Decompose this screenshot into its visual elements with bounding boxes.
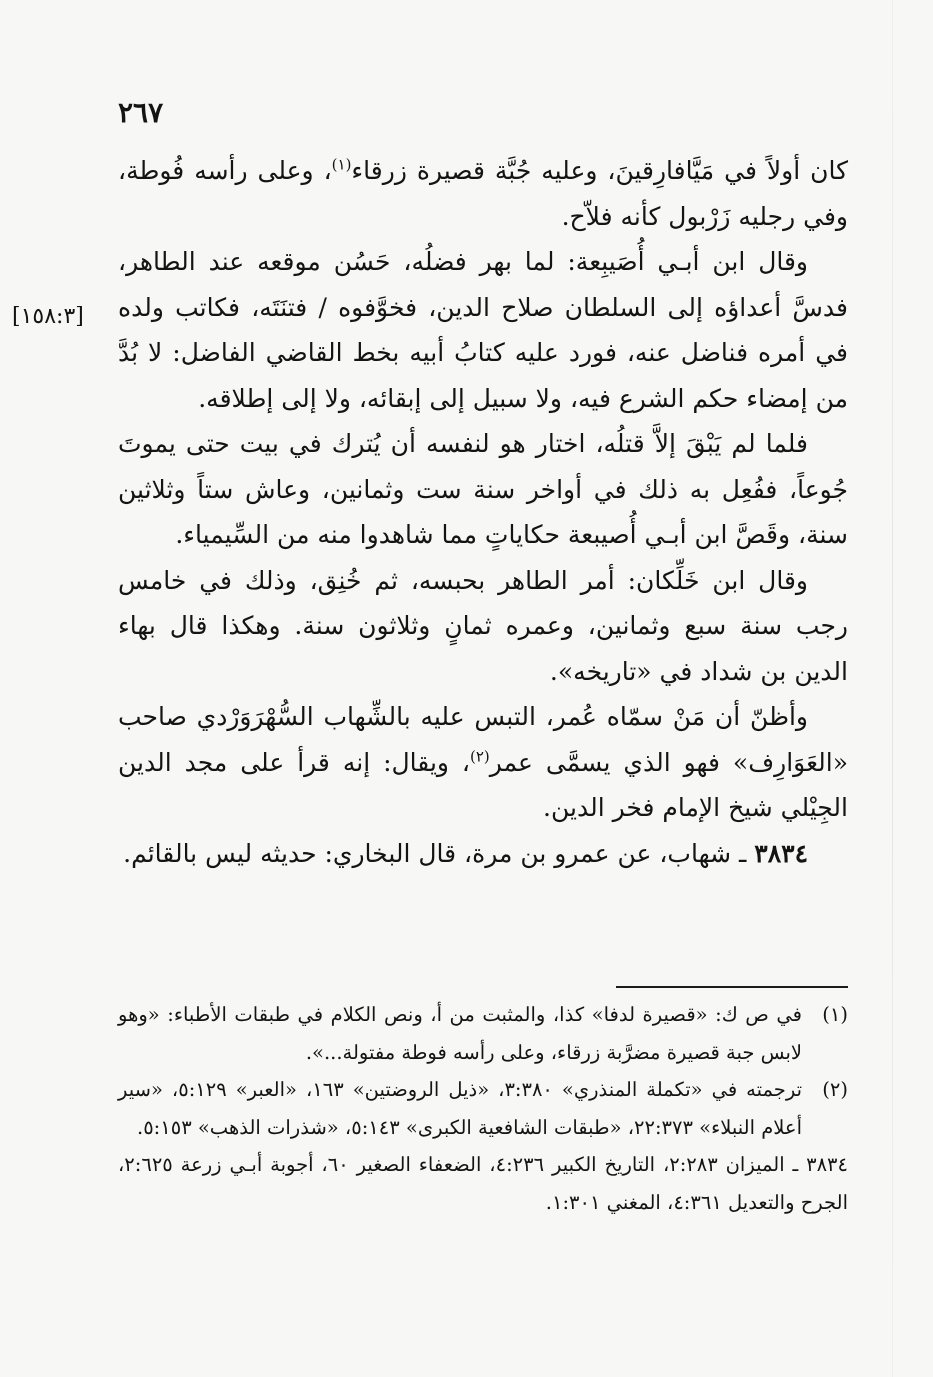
footnote — [118, 1071, 848, 1146]
paragraph-text: كان أولاً في مَيَّافارِقينَ، وعليه جُبَّة قصيرة زرقاء — [351, 156, 848, 185]
entry-number: ٣٨٣٤ — [754, 838, 808, 868]
main-text — [118, 148, 848, 876]
footnotes — [118, 996, 848, 1221]
paragraph-text: وقال ابن أبـي أُصَيبِعة: لما بهر فضلُه، حَسُن موقعه عند الطاهر، فدسَّ أعداؤه إلى السلطان صلاح الدين، فخوَّفوه / فتنَتَه، فكاتب ولده في أمره فناضل عنه، فورد عليه كتابُ أبيه بخط القاضي الفاضل: لا بُدَّ من إمضاء حكم الشرع فيه، ولا سبيل إلى إبقائه، ولا إلى إطلاقه. — [118, 247, 848, 413]
paragraph-text: ، ويقال: إنه قرأ على مجد الدين الجِيْلي شيخ الإمام فخر الدين. — [118, 747, 848, 822]
entry-footnote-dash: ـ — [784, 1153, 807, 1176]
paragraph-text: وأظنّ أن مَنْ سمّاه عُمر، التبس عليه بالشِّهاب السُّهْرَوَرْدي صاحب «العَوَارِف» فهو الذي يسمَّى عمر — [118, 702, 848, 777]
footnote-text: في ص ك: «قصيرة لدفا» كذا، والمثبت من أ، ونص الكلام في طبقات الأطباء: «وهو لابس جبة قصيرة مضرَّبة زرقاء، وعلى رأسه فوطة مفتولة...». — [118, 1003, 802, 1064]
entry-dash: ـ — [731, 838, 755, 868]
footnote-marker: (١) — [822, 1003, 848, 1026]
footnote-marker: (٢) — [822, 1078, 848, 1101]
paragraph-text: وقال ابن خَلِّكان: أمر الطاهر بحبسه، ثم خُنِق، وذلك في خامس رجب سنة سبع وثمانين، وعمره ثمانٍ وثلاثون سنة. وهكذا قال بهاء الدين بن شداد في «تاريخه». — [118, 565, 848, 686]
paragraph — [118, 694, 848, 831]
page-number: ٢٦٧ — [118, 96, 164, 129]
footnote — [118, 996, 848, 1071]
entry-text: شهاب، عن عمرو بن مرة، قال البخاري: حديثه ليس بالقائم. — [123, 838, 732, 868]
footnote-ref[interactable]: (١) — [331, 155, 352, 174]
paragraph-text: فلما لم يَبْقَ إلاَّ قتلُه، اختار هو لنفسه أن يُترك في بيت حتى يموتَ جُوعاً، ففُعِل به ذلك في أواخر سنة ست وثمانين، وعاش ستاً وثلاثين سنة، وقَصَّ ابن أبـي أُصيبعة حكاياتٍ مما شاهدوا منه من السِّيمياء. — [118, 429, 848, 549]
footnote-divider — [616, 986, 848, 988]
paragraph — [118, 558, 848, 695]
paragraph — [118, 421, 848, 558]
entry-footnote — [118, 1146, 848, 1221]
paragraph — [118, 239, 848, 421]
entry-paragraph — [118, 831, 848, 877]
paragraph-text: ، وعلى رأسه فُوطة، وفي رجليه زَرْبول كأنه فلاّح. — [118, 156, 848, 231]
entry-footnote-text: الميزان ٢:٢٨٣، التاريخ الكبير ٤:٢٣٦، الضعفاء الصغير ٦٠، أجوبة أبـي زرعة ٢:٦٢٥، الجرح والتعديل ٤:٣٦١، المغني ١:٣٠١. — [118, 1153, 848, 1214]
footnote-ref[interactable]: (٢) — [470, 747, 490, 766]
footnote-text: ترجمته في «تكملة المنذري» ٣:٣٨٠، «ذيل الروضتين» ١٦٣، «العبر» ٥:١٢٩، «سير أعلام النبلاء» ٢٢:٣٧٣، «طبقات الشافعية الكبرى» ٥:١٤٣، «شذرات الذهب» ٥:١٥٣. — [118, 1078, 803, 1139]
page-edge-shadow — [892, 0, 893, 1377]
entry-footnote-number: ٣٨٣٤ — [806, 1153, 848, 1176]
margin-reference: [١٥٨:٣] — [12, 304, 84, 329]
paragraph — [118, 148, 848, 239]
